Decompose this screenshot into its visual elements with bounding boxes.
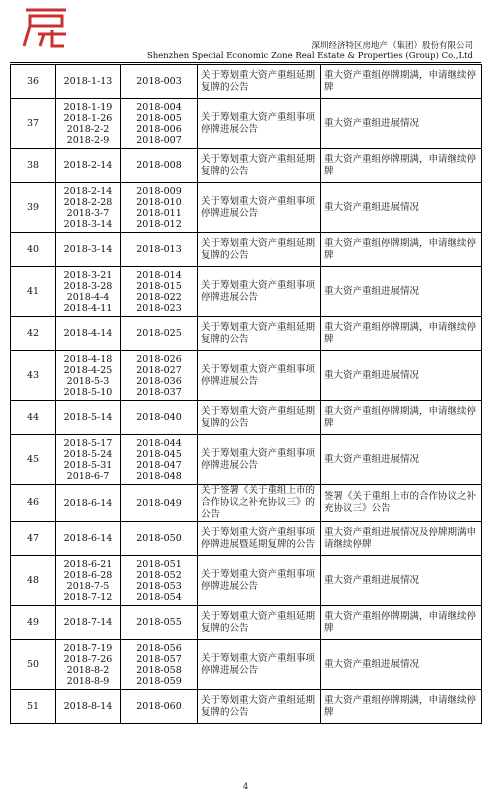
announcement-code: 2018-026 bbox=[136, 353, 182, 365]
announcement-code: 2018-011 bbox=[136, 207, 182, 219]
announcement-description: 重大资产重组进展情况 bbox=[321, 99, 482, 149]
announcement-codes bbox=[121, 233, 198, 267]
company-header bbox=[147, 41, 473, 61]
announcement-date: 2018-8-9 bbox=[66, 675, 110, 687]
announcement-code: 2018-013 bbox=[136, 244, 182, 255]
announcement-date: 2018-7-26 bbox=[63, 653, 113, 665]
table-row bbox=[11, 556, 482, 606]
announcement-subject: 关于筹划重大资产重组事项停牌进展公告 bbox=[198, 183, 321, 233]
announcement-code: 2018-037 bbox=[136, 386, 182, 398]
announcement-table bbox=[10, 64, 482, 724]
announcement-date: 2018-6-28 bbox=[63, 569, 113, 581]
announcement-code: 2018-022 bbox=[136, 291, 182, 303]
announcement-dates bbox=[56, 435, 121, 485]
announcement-dates bbox=[56, 233, 121, 267]
announcement-date: 2018-8-2 bbox=[66, 664, 110, 676]
table-row bbox=[11, 233, 482, 267]
announcement-date: 2018-5-10 bbox=[63, 386, 113, 398]
announcement-codes bbox=[121, 183, 198, 233]
row-number: 47 bbox=[11, 522, 56, 556]
announcement-subject: 关于筹划重大资产重组延期复牌的公告 bbox=[198, 317, 321, 351]
announcement-code: 2018-048 bbox=[136, 470, 182, 482]
announcement-date: 2018-4-18 bbox=[63, 353, 113, 365]
announcement-code: 2018-027 bbox=[136, 364, 182, 376]
announcement-codes bbox=[121, 149, 198, 183]
announcement-codes bbox=[121, 99, 198, 149]
announcement-description: 重大资产重组进展情况 bbox=[321, 351, 482, 401]
announcement-code: 2018-012 bbox=[136, 218, 182, 230]
table-row bbox=[11, 606, 482, 640]
row-number: 38 bbox=[11, 149, 56, 183]
header-divider bbox=[10, 62, 481, 63]
announcement-codes bbox=[121, 317, 198, 351]
announcement-code: 2018-006 bbox=[136, 123, 182, 135]
table-row bbox=[11, 640, 482, 690]
announcement-code: 2018-008 bbox=[136, 160, 182, 171]
announcement-date: 2018-3-28 bbox=[63, 280, 113, 292]
announcement-code: 2018-055 bbox=[136, 617, 182, 628]
announcement-description: 重大资产重组停牌期满，申请继续停牌 bbox=[321, 606, 482, 640]
announcement-code: 2018-050 bbox=[136, 533, 182, 544]
announcement-date: 2018-8-14 bbox=[63, 701, 113, 712]
announcement-date: 2018-3-7 bbox=[66, 207, 110, 219]
announcement-subject: 关于筹划重大资产重组事项停牌进展公告 bbox=[198, 556, 321, 606]
announcement-date: 2018-5-14 bbox=[63, 412, 113, 423]
row-number: 43 bbox=[11, 351, 56, 401]
announcement-date: 2018-7-12 bbox=[63, 591, 113, 603]
announcement-codes bbox=[121, 65, 198, 99]
announcement-code: 2018-015 bbox=[136, 280, 182, 292]
announcement-table-body bbox=[11, 65, 482, 724]
announcement-date: 2018-5-17 bbox=[63, 437, 113, 449]
row-number: 44 bbox=[11, 401, 56, 435]
announcement-code: 2018-004 bbox=[136, 101, 182, 113]
announcement-date: 2018-4-11 bbox=[63, 302, 113, 314]
announcement-code: 2018-009 bbox=[136, 185, 182, 197]
announcement-date: 2018-3-14 bbox=[63, 244, 113, 255]
row-number: 48 bbox=[11, 556, 56, 606]
announcement-code: 2018-010 bbox=[136, 196, 182, 208]
announcement-codes bbox=[121, 640, 198, 690]
announcement-description: 签署《关于重组上市的合作协议之补充协议三》公告 bbox=[321, 485, 482, 522]
announcement-date: 2018-1-26 bbox=[63, 112, 113, 124]
company-logo bbox=[22, 6, 70, 48]
announcement-code: 2018-040 bbox=[136, 412, 182, 423]
announcement-date: 2018-3-14 bbox=[63, 218, 113, 230]
announcement-dates bbox=[56, 149, 121, 183]
announcement-dates bbox=[56, 351, 121, 401]
row-number: 42 bbox=[11, 317, 56, 351]
announcement-date: 2018-2-9 bbox=[66, 134, 110, 146]
announcement-code: 2018-058 bbox=[136, 664, 182, 676]
announcement-date: 2018-2-14 bbox=[63, 185, 113, 197]
announcement-subject: 关于筹划重大资产重组事项停牌进展公告 bbox=[198, 435, 321, 485]
announcement-date: 2018-5-24 bbox=[63, 448, 113, 460]
table-row bbox=[11, 401, 482, 435]
announcement-dates bbox=[56, 690, 121, 724]
table-row bbox=[11, 99, 482, 149]
announcement-code: 2018-005 bbox=[136, 112, 182, 124]
row-number: 36 bbox=[11, 65, 56, 99]
announcement-codes bbox=[121, 435, 198, 485]
announcement-date: 2018-1-13 bbox=[63, 76, 113, 87]
announcement-code: 2018-036 bbox=[136, 375, 182, 387]
row-number: 49 bbox=[11, 606, 56, 640]
announcement-dates bbox=[56, 267, 121, 317]
announcement-description: 重大资产重组进展情况 bbox=[321, 556, 482, 606]
row-number: 51 bbox=[11, 690, 56, 724]
announcement-dates bbox=[56, 65, 121, 99]
announcement-date: 2018-2-14 bbox=[63, 160, 113, 171]
announcement-code: 2018-049 bbox=[136, 497, 182, 509]
announcement-date: 2018-2-28 bbox=[63, 196, 113, 208]
announcement-date: 2018-7-14 bbox=[63, 617, 113, 628]
announcement-description: 重大资产重组停牌期满，申请继续停牌 bbox=[321, 690, 482, 724]
announcement-description: 重大资产重组停牌期满，申请继续停牌 bbox=[321, 233, 482, 267]
announcement-code: 2018-044 bbox=[136, 437, 182, 449]
announcement-subject: 关于筹划重大资产重组事项停牌进展暨延期复牌的公告 bbox=[198, 522, 321, 556]
announcement-dates bbox=[56, 522, 121, 556]
announcement-code: 2018-023 bbox=[136, 302, 182, 314]
announcement-code: 2018-025 bbox=[136, 328, 182, 339]
announcement-date: 2018-3-21 bbox=[63, 269, 113, 281]
announcement-codes bbox=[121, 485, 198, 522]
announcement-codes bbox=[121, 351, 198, 401]
announcement-date: 2018-4-14 bbox=[63, 328, 113, 339]
announcement-description: 重大资产重组停牌期满，申请继续停牌 bbox=[321, 317, 482, 351]
announcement-date: 2018-2-2 bbox=[66, 123, 110, 135]
row-number: 40 bbox=[11, 233, 56, 267]
company-name-cn: 深圳经济特区房地产（集团）股份有限公司 bbox=[311, 41, 473, 51]
announcement-subject: 关于筹划重大资产重组延期复牌的公告 bbox=[198, 401, 321, 435]
table-row bbox=[11, 351, 482, 401]
announcement-dates bbox=[56, 556, 121, 606]
announcement-code: 2018-057 bbox=[136, 653, 182, 665]
announcement-code: 2018-053 bbox=[136, 580, 182, 592]
announcement-description: 重大资产重组停牌期满，申请继续停牌 bbox=[321, 65, 482, 99]
announcement-subject: 关于筹划重大资产重组事项停牌进展公告 bbox=[198, 351, 321, 401]
announcement-code: 2018-056 bbox=[136, 642, 182, 654]
announcement-date: 2018-7-5 bbox=[66, 580, 110, 592]
announcement-subject: 关于签署《关于重组上市的合作协议之补充协议三》的公告 bbox=[198, 485, 321, 522]
announcement-codes bbox=[121, 556, 198, 606]
announcement-date: 2018-7-19 bbox=[63, 642, 113, 654]
announcement-dates bbox=[56, 640, 121, 690]
announcement-dates bbox=[56, 317, 121, 351]
announcement-code: 2018-052 bbox=[136, 569, 182, 581]
row-number: 46 bbox=[11, 485, 56, 522]
company-name-en: Shenzhen Special Economic Zone Real Estate & Properties (Group) Co.,Ltd bbox=[146, 51, 473, 61]
row-number: 41 bbox=[11, 267, 56, 317]
announcement-codes bbox=[121, 401, 198, 435]
table-row bbox=[11, 65, 482, 99]
announcement-codes bbox=[121, 267, 198, 317]
announcement-date: 2018-6-21 bbox=[63, 558, 113, 570]
table-row bbox=[11, 267, 482, 317]
announcement-code: 2018-051 bbox=[136, 558, 182, 570]
announcement-dates bbox=[56, 401, 121, 435]
announcement-code: 2018-054 bbox=[136, 591, 182, 603]
announcement-date: 2018-6-7 bbox=[66, 470, 110, 482]
table-row bbox=[11, 522, 482, 556]
row-number: 37 bbox=[11, 99, 56, 149]
page-number: 4 bbox=[242, 782, 249, 791]
row-number: 39 bbox=[11, 183, 56, 233]
row-number: 50 bbox=[11, 640, 56, 690]
announcement-subject: 关于筹划重大资产重组延期复牌的公告 bbox=[198, 690, 321, 724]
table-row bbox=[11, 485, 482, 522]
announcement-dates bbox=[56, 99, 121, 149]
table-row bbox=[11, 435, 482, 485]
announcement-description: 重大资产重组进展情况 bbox=[321, 267, 482, 317]
announcement-date: 2018-5-31 bbox=[63, 459, 113, 471]
announcement-dates bbox=[56, 183, 121, 233]
announcement-date: 2018-4-4 bbox=[66, 291, 110, 303]
announcement-description: 重大资产重组停牌期满，申请继续停牌 bbox=[321, 149, 482, 183]
announcement-date: 2018-1-19 bbox=[63, 101, 113, 113]
announcement-code: 2018-007 bbox=[136, 134, 182, 146]
announcement-code: 2018-059 bbox=[136, 675, 182, 687]
announcement-subject: 关于筹划重大资产重组事项停牌进展公告 bbox=[198, 267, 321, 317]
announcement-code: 2018-060 bbox=[136, 701, 182, 712]
announcement-dates bbox=[56, 606, 121, 640]
announcement-codes bbox=[121, 522, 198, 556]
announcement-dates bbox=[56, 485, 121, 522]
announcement-description: 重大资产重组进展情况 bbox=[321, 183, 482, 233]
announcement-subject: 关于筹划重大资产重组延期复牌的公告 bbox=[198, 606, 321, 640]
table-row bbox=[11, 317, 482, 351]
announcement-date: 2018-6-14 bbox=[63, 497, 113, 509]
announcement-subject: 关于筹划重大资产重组延期复牌的公告 bbox=[198, 233, 321, 267]
table-row bbox=[11, 690, 482, 724]
announcement-description: 重大资产重组进展情况 bbox=[321, 435, 482, 485]
announcement-date: 2018-4-25 bbox=[63, 364, 113, 376]
announcement-date: 2018-5-3 bbox=[66, 375, 110, 387]
announcement-code: 2018-045 bbox=[136, 448, 182, 460]
announcement-subject: 关于筹划重大资产重组事项停牌进展公告 bbox=[198, 99, 321, 149]
announcement-subject: 关于筹划重大资产重组延期复牌的公告 bbox=[198, 149, 321, 183]
table-row bbox=[11, 149, 482, 183]
announcement-date: 2018-6-14 bbox=[63, 533, 113, 544]
announcement-codes bbox=[121, 690, 198, 724]
announcement-code: 2018-047 bbox=[136, 459, 182, 471]
announcement-codes bbox=[121, 606, 198, 640]
row-number: 45 bbox=[11, 435, 56, 485]
announcement-code: 2018-003 bbox=[136, 76, 182, 87]
announcement-subject: 关于筹划重大资产重组延期复牌的公告 bbox=[198, 65, 321, 99]
announcement-description: 重大资产重组进展情况及停牌期满申请继续停牌 bbox=[321, 522, 482, 556]
announcement-code: 2018-014 bbox=[136, 269, 182, 281]
table-row bbox=[11, 183, 482, 233]
announcement-subject: 关于筹划重大资产重组事项停牌进展公告 bbox=[198, 640, 321, 690]
announcement-description: 重大资产重组停牌期满，申请继续停牌 bbox=[321, 401, 482, 435]
announcement-description: 重大资产重组进展情况 bbox=[321, 640, 482, 690]
